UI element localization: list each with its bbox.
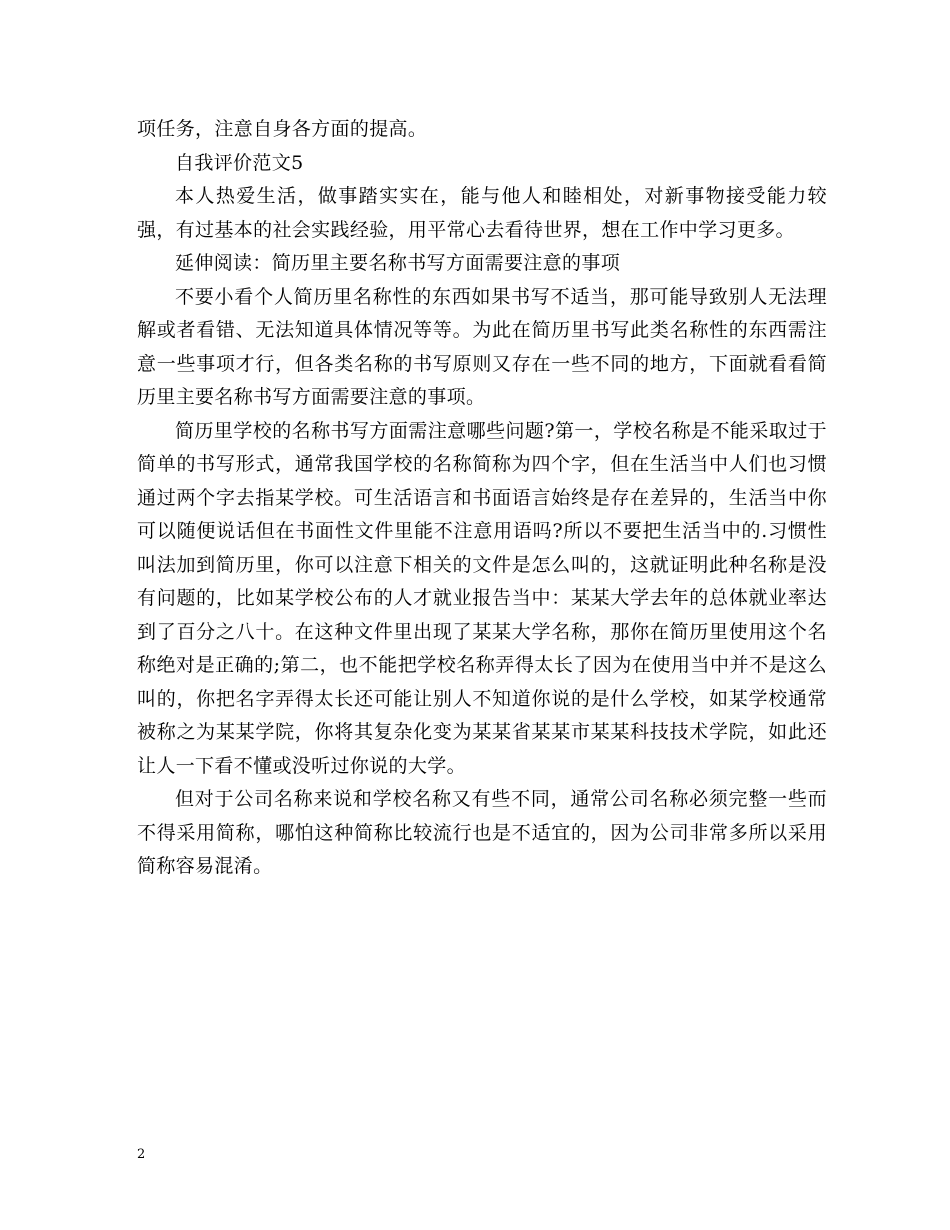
paragraph-continuation: 项任务，注意自身各方面的提高。: [137, 118, 428, 140]
paragraph-intro: 不要小看个人简历里名称性的东西如果书写不适当，那可能导致别人无法理解或者看错、无法知道具体情况等等。为此在简历里书写此类名称性的东西需注意一些事项才行，但各类名称的书写原则又存在一些不同的地方，下面就看看简历里主要名称书写方面需要注意的事项。: [137, 285, 827, 408]
section-heading-extended-reading: 延伸阅读：简历里主要名称书写方面需要注意的事项: [175, 252, 621, 274]
section-heading-sample-5: 自我评价范文5: [175, 151, 304, 174]
paragraph-school-names: 简历里学校的名称书写方面需注意哪些问题?第一，学校名称是不能采取过于简单的书写形式，通常我国学校的名称简称为四个字，但在生活当中人们也习惯通过两个字去指某学校。可生活语言和书面语言始终是存在差异的，生活当中你可以随便说话但在书面性文件里能不注意用语吗?所以不要把生活当中的.习惯性叫法加到简历里，你可以注意下相关的文件是怎么叫的，这就证明此种名称是没有问题的，比如某学校公布的人才就业报告当中：某某大学去年的总体就业率达到了百分之八十。在这种文件里出现了某某大学名称，那你在简历里使用这个名称绝对是正确的;第二，也不能把学校名称弄得太长了因为在使用当中并不是这么叫的，你把名字弄得太长还可能让别人不知道你说的是什么学校，如某学校通常被称之为某某学院，你将其复杂化变为某某省某某市某某科技技术学院，如此还让人一下看不懂或没听过你说的大学。: [137, 419, 827, 777]
page-number: 2: [137, 1147, 146, 1162]
paragraph-company-names: 但对于公司名称来说和学校名称又有些不同，通常公司名称必须完整一些而不得采用简称，哪怕这种简称比较流行也是不适宜的，因为公司非常多所以采用简称容易混淆。: [137, 788, 827, 877]
document-body: [137, 113, 827, 884]
paragraph-self-evaluation: 本人热爱生活，做事踏实实在，能与他人和睦相处，对新事物接受能力较强，有过基本的社会实践经验，用平常心去看待世界，想在工作中学习更多。: [137, 185, 827, 241]
